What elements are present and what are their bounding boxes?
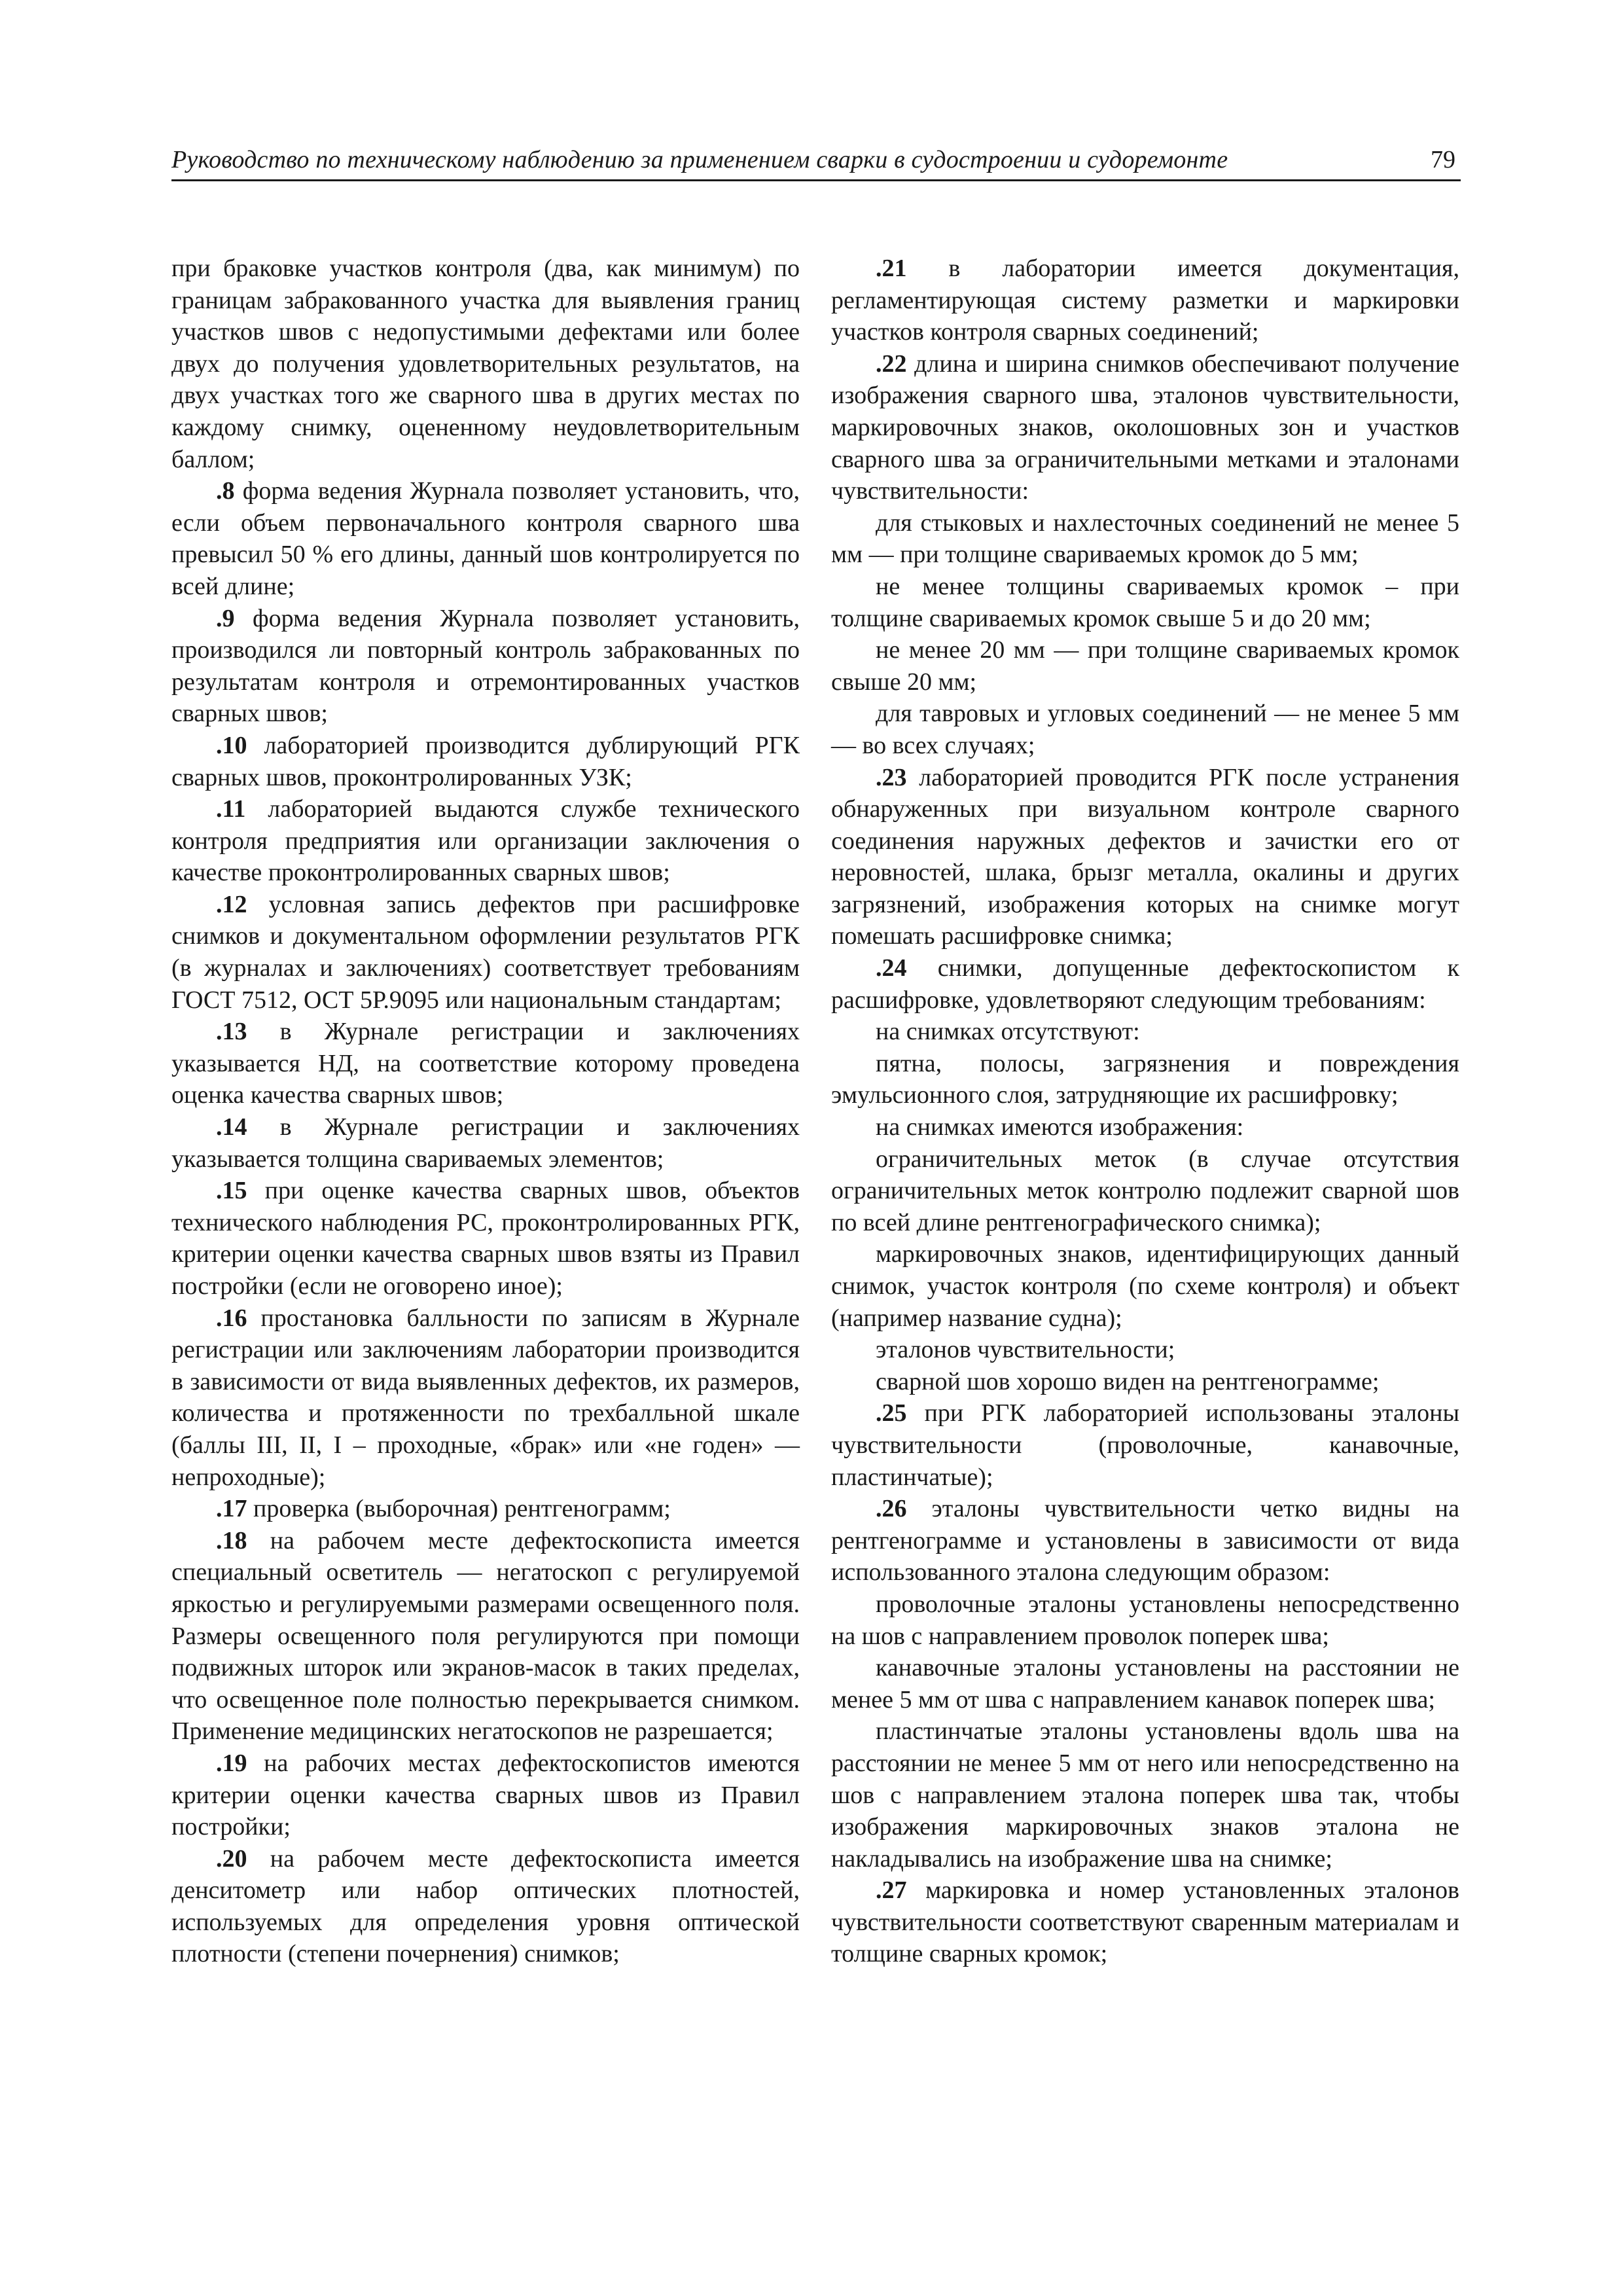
paragraph-text: снимки, допущенные дефектоскопистом к расшифровке, удовлетворяют следующим требованиям:: [831, 954, 1459, 1014]
paragraph-text: проволочные эталоны установлены непосредственно на шов с направлением проволок поперек шва;: [831, 1590, 1459, 1650]
paragraph-text: на снимках имеются изображения:: [876, 1113, 1244, 1141]
paragraph-text: лабораторией проводится РГК после устранения обнаруженных при визуальном контроле сварного соединения наружных дефектов и зачистки его от неровностей, шлака, брызг металла, окалины и других загрязнений, изображения которых на снимке могут помешать расшифровке снимка;: [831, 763, 1459, 950]
paragraph-text: проверка (выборочная) рентгенограмм;: [247, 1495, 671, 1523]
paragraph-text: эталоны чувствительности четко видны на рентгенограмме и установлены в зависимости от вида использованного эталона следующим образом:: [831, 1495, 1459, 1587]
clause-paragraph: [831, 253, 1459, 348]
paragraph-text: на рабочих местах дефектоскопистов имеются критерии оценки качества сварных швов из Правил постройки;: [171, 1749, 800, 1841]
clause-number: .17: [216, 1495, 247, 1523]
paragraph-text: при браковке участков контроля (два, как минимум) по границам забракованного участка для выявления границ участков швов с недопустимыми дефектами или более двух до получения удовлетворительных результатов, на двух участках того же сварного шва в других местах по каждому снимку, оцененному неудовлетворительным баллом;: [171, 255, 800, 473]
clause-paragraph: [171, 1302, 800, 1494]
clause-number: .12: [216, 890, 247, 918]
clause-number: .22: [876, 350, 907, 378]
paragraph-text: маркировка и номер установленных эталонов чувствительности соответствуют сваренным материалам и толщине сварных кромок;: [831, 1876, 1459, 1968]
clause-paragraph: [171, 1111, 800, 1175]
paragraph-text: длина и ширина снимков обеспечивают получение изображения сварного шва, эталонов чувствительности, маркировочных знаков, околошовных зон и участков сварного шва за ограничительными метками и эталонами чувствительности:: [831, 350, 1459, 505]
clause-paragraph: [831, 348, 1459, 507]
paragraph-text: при оценке качества сварных швов, объектов технического наблюдения РС, проконтролированных РГК, критерии оценки качества сварных швов взяты из Правил постройки (если не оговорено иное);: [171, 1177, 800, 1300]
paragraph: [831, 1652, 1459, 1715]
paragraph: [831, 1334, 1459, 1366]
clause-paragraph: [171, 603, 800, 730]
running-header: [171, 143, 1461, 181]
paragraph-text: условная запись дефектов при расшифровке снимков и документальном оформлении результатов РГК (в журналах и заключениях) соответствует требованиям ГОСТ 7512, ОСТ 5Р.9095 или национальным стандартам;: [171, 890, 800, 1014]
paragraph: [831, 507, 1459, 571]
clause-paragraph: [171, 1525, 800, 1748]
clause-paragraph: [171, 1175, 800, 1302]
clause-number: .13: [216, 1018, 247, 1046]
paragraph-text: форма ведения Журнала позволяет установить, производился ли повторный контроль забракованных по результатам контроля и отремонтированных участков сварных швов;: [171, 604, 800, 728]
paragraph-text: для стыковых и нахлесточных соединений не менее 5 мм — при толщине свариваемых кромок до 5 мм;: [831, 509, 1459, 569]
clause-number: .10: [216, 731, 247, 759]
paragraph-text: пятна, полосы, загрязнения и повреждения эмульсионного слоя, затрудняющие их расшифровку;: [831, 1049, 1459, 1109]
clause-paragraph: [171, 889, 800, 1016]
paragraph-text: в Журнале регистрации и заключениях указывается НД, на соответствие которому проведена оценка качества сварных швов;: [171, 1018, 800, 1109]
clause-paragraph: [831, 952, 1459, 1016]
paragraph: [831, 1588, 1459, 1652]
paragraph: [831, 1715, 1459, 1874]
paragraph-text: эталонов чувствительности;: [876, 1336, 1175, 1364]
paragraph-text: в лаборатории имеется документация, регламентирующая систему разметки и маркировки участков контроля сварных соединений;: [831, 255, 1459, 346]
paragraph-text: лабораторией выдаются службе технического контроля предприятия или организации заключения о качестве проконтролированных сварных швов;: [171, 795, 800, 887]
paragraph: [831, 1016, 1459, 1048]
paragraph-text: канавочные эталоны установлены на расстоянии не менее 5 мм от шва с направлением канавок поперек шва;: [831, 1654, 1459, 1713]
clause-number: .16: [216, 1304, 247, 1332]
right-column: [831, 253, 1459, 1970]
page-number: 79: [1431, 146, 1455, 173]
clause-number: .8: [216, 477, 235, 505]
clause-paragraph: [171, 1748, 800, 1843]
paragraph: [171, 253, 800, 475]
clause-number: .27: [876, 1876, 907, 1905]
paragraph-text: в Журнале регистрации и заключениях указывается толщина свариваемых элементов;: [171, 1113, 800, 1173]
clause-number: .19: [216, 1749, 247, 1777]
paragraph-text: маркировочных знаков, идентифицирующих данный снимок, участок контроля (по схеме контроля) и объект (например название судна);: [831, 1240, 1459, 1332]
paragraph-text: ограничительных меток (в случае отсутствия ограничительных меток контролю подлежит сварной шов по всей длине рентгенографического снимка);: [831, 1145, 1459, 1236]
paragraph: [831, 634, 1459, 698]
paragraph: [831, 698, 1459, 761]
clause-number: .23: [876, 763, 907, 791]
paragraph: [831, 1238, 1459, 1334]
paragraph: [831, 1143, 1459, 1239]
paragraph-text: простановка балльности по записям в Журнале регистрации или заключениям лаборатории производится в зависимости от вида выявленных дефектов, их размеров, количества и протяженности по трехбалльной шкале (баллы III, II, I – проходные, «брак» или «не годен» — непроходные);: [171, 1304, 800, 1491]
paragraph-text: пластинчатые эталоны установлены вдоль шва на расстоянии не менее 5 мм от него или непосредственно на шов с направлением эталона поперек шва так, чтобы изображения маркировочных знаков эталона не накладывались на изображение шва на снимке;: [831, 1717, 1459, 1873]
paragraph-text: на рабочем месте дефектоскописта имеется денситометр или набор оптических плотностей, используемых для определения уровня оптической плотности (степени почернения) снимков;: [171, 1844, 800, 1968]
clause-number: .25: [876, 1399, 907, 1427]
clause-paragraph: [171, 475, 800, 602]
clause-paragraph: [831, 762, 1459, 953]
clause-paragraph: [831, 1397, 1459, 1493]
clause-number: .24: [876, 954, 907, 982]
clause-number: .9: [216, 604, 235, 632]
clause-number: .15: [216, 1177, 247, 1205]
clause-paragraph: [831, 1493, 1459, 1588]
clause-paragraph: [171, 793, 800, 889]
clause-paragraph: [171, 1016, 800, 1111]
clause-number: .20: [216, 1844, 247, 1873]
paragraph-text: лабораторией производится дублирующий РГК сварных швов, проконтролированных УЗК;: [171, 731, 800, 791]
clause-number: .26: [876, 1495, 907, 1523]
clause-paragraph: [171, 1843, 800, 1970]
clause-paragraph: [171, 1493, 800, 1525]
paragraph-text: на снимках отсутствуют:: [876, 1018, 1140, 1046]
paragraph: [831, 1111, 1459, 1143]
header-title: Руководство по техническому наблюдению за применением сварки в судостроении и судоремонте: [171, 146, 1228, 173]
paragraph-text: при РГК лабораторией использованы эталоны чувствительности (проволочные, канавочные, пластинчатые);: [831, 1399, 1459, 1491]
clause-paragraph: [831, 1874, 1459, 1970]
paragraph: [831, 1366, 1459, 1398]
paragraph-text: не менее 20 мм — при толщине свариваемых кромок свыше 20 мм;: [831, 636, 1459, 696]
paragraph-text: не менее толщины свариваемых кромок – при толщине свариваемых кромок свыше 5 и до 20 мм;: [831, 572, 1459, 632]
paragraph: [831, 571, 1459, 634]
clause-number: .14: [216, 1113, 247, 1141]
clause-paragraph: [171, 730, 800, 793]
paragraph-text: форма ведения Журнала позволяет установить, что, если объем первоначального контроля сварного шва превысил 50 % его длины, данный шов контролируется по всей длине;: [171, 477, 800, 600]
paragraph-text: для тавровых и угловых соединений — не менее 5 мм — во всех случаях;: [831, 700, 1459, 759]
clause-number: .21: [876, 255, 907, 282]
left-column: [171, 253, 800, 1970]
clause-number: .18: [216, 1526, 247, 1554]
paragraph: [831, 1048, 1459, 1111]
paragraph-text: на рабочем месте дефектоскописта имеется специальный осветитель — негатоскоп с регулируемой яркостью и регулируемыми размерами освещенного поля. Размеры освещенного поля регулируются при помощи подвижных шторок или экранов-масок в таких пределах, что освещенное поле полностью перекрывается снимком. Применение медицинских негатоскопов не разрешается;: [171, 1526, 800, 1746]
paragraph-text: сварной шов хорошо виден на рентгенограмме;: [876, 1367, 1380, 1395]
clause-number: .11: [216, 795, 246, 823]
